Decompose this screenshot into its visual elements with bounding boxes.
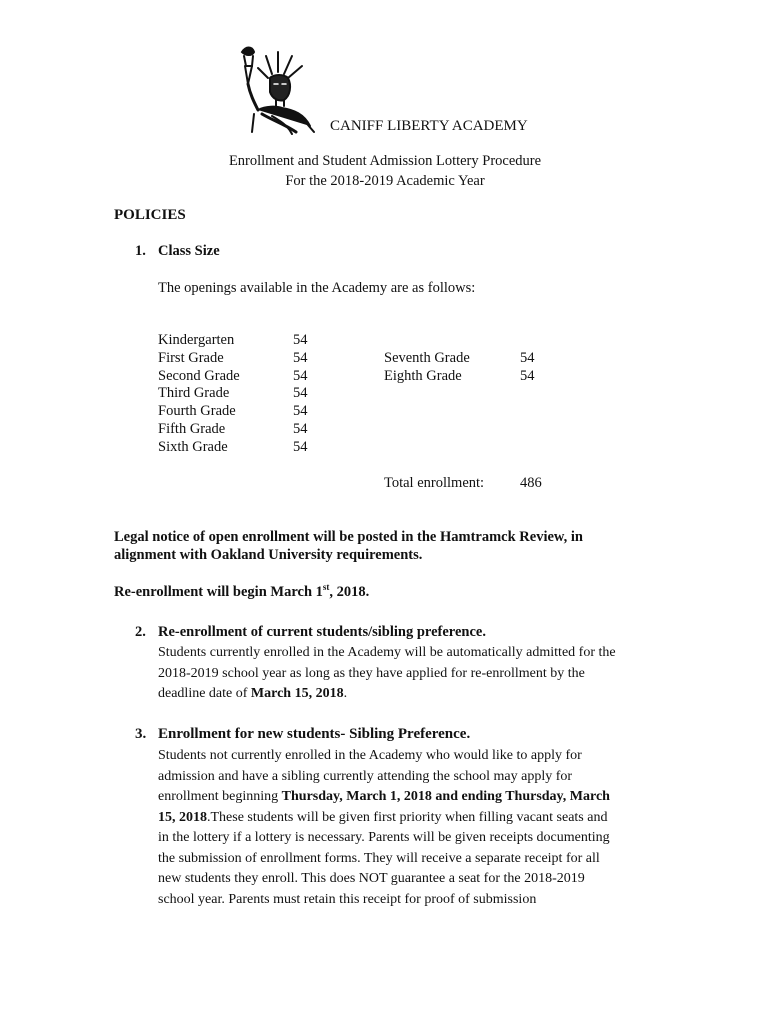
openings-count: 54: [293, 403, 308, 420]
paragraph-line: Students not currently enrolled in the Academy who would like to apply for: [158, 748, 582, 763]
grade-name: Eighth Grade: [384, 367, 462, 384]
openings-count: 54: [293, 332, 308, 348]
grade-name: Fourth Grade: [158, 403, 236, 420]
paragraph-line: [158, 787, 678, 808]
paragraph-line: 2018-2019 school year as long as they have applied for re-enrollment by the: [158, 665, 585, 681]
legal-notice-line-2: alignment with Oakland University requirements.: [114, 547, 423, 563]
ordinal-suffix: st: [322, 582, 330, 592]
grades-left-openings: [293, 332, 308, 457]
paragraph-line: [158, 808, 678, 829]
reenrollment-start: [114, 582, 369, 601]
section-2-number: 2.: [135, 624, 146, 640]
paragraph-line: Students currently enrolled in the Academy will be automatically admitted for the: [158, 645, 616, 660]
total-enrollment-label: Total enrollment:: [384, 475, 485, 491]
line-text: deadline date of: [158, 686, 251, 701]
grade-name: First Grade: [158, 349, 224, 366]
grade-name: Fifth Grade: [158, 420, 226, 437]
section-3-number: 3.: [135, 726, 147, 742]
grades-right-list: [384, 350, 470, 386]
section-3-heading: Enrollment for new students- Sibling Preference.: [158, 726, 471, 742]
openings-intro: The openings available in the Academy are as follows:: [158, 280, 476, 296]
grades-right-openings: [520, 350, 535, 386]
line-text: .: [343, 686, 348, 701]
paragraph-line: school year. Parents must retain this receipt for proof of submission: [158, 891, 537, 907]
grades-left-list: [158, 332, 240, 457]
legal-notice-line-1: Legal notice of open enrollment will be posted in the Hamtramck Review, in: [114, 529, 583, 545]
openings-count: 54: [293, 385, 308, 402]
openings-count: 54: [293, 367, 308, 384]
section-2-heading: Re-enrollment of current students/sibling preference.: [158, 624, 486, 640]
section-1-heading: Class Size: [158, 243, 220, 259]
grade-name: Third Grade: [158, 385, 230, 402]
enrollment-period-end: 15, 2018: [158, 809, 207, 825]
openings-count: 54: [520, 367, 535, 384]
deadline-date: March 15, 2018: [250, 686, 344, 701]
reenrollment-start-text: Re-enrollment will begin March 1: [114, 583, 323, 600]
section-2-body: [158, 643, 678, 705]
reenrollment-start-year: , 2018.: [329, 583, 370, 600]
grade-name: Seventh Grade: [384, 350, 470, 366]
paragraph-line: in the lottery if a lottery is necessary. Parents will be given receipts documenting: [158, 830, 610, 845]
openings-count: 54: [520, 350, 535, 366]
document-subtitle: For the 2018-2019 Academic Year: [285, 173, 485, 189]
line-text: .These students will be given first priority when filling vacant seats and: [207, 809, 608, 825]
paragraph-line: new students they enroll. This does NOT guarantee a seat for the 2018-2019: [158, 871, 585, 886]
paragraph-line: [158, 684, 678, 705]
openings-count: 54: [293, 438, 308, 455]
openings-count: 54: [293, 349, 308, 366]
grade-name: Second Grade: [158, 367, 240, 384]
enrollment-period: Thursday, March 1, 2018 and ending Thursday, March: [281, 789, 610, 804]
school-name: CANIFF LIBERTY ACADEMY: [330, 118, 528, 134]
total-enrollment-value: 486: [520, 475, 542, 491]
section-1-number: 1.: [135, 243, 146, 259]
paragraph-line: admission and have a sibling currently attending the school may apply for: [158, 768, 573, 784]
section-3-body: [158, 746, 678, 910]
policies-heading: POLICIES: [114, 207, 186, 223]
openings-count: 54: [293, 420, 308, 437]
grade-name: Sixth Grade: [158, 438, 228, 455]
paragraph-line: the submission of enrollment forms. They will receive a separate receipt for all: [158, 850, 600, 866]
statue-of-liberty-logo: [232, 44, 328, 136]
line-text: enrollment beginning: [158, 789, 282, 804]
document-title: Enrollment and Student Admission Lottery Procedure: [228, 153, 542, 169]
grade-name: Kindergarten: [158, 332, 235, 348]
